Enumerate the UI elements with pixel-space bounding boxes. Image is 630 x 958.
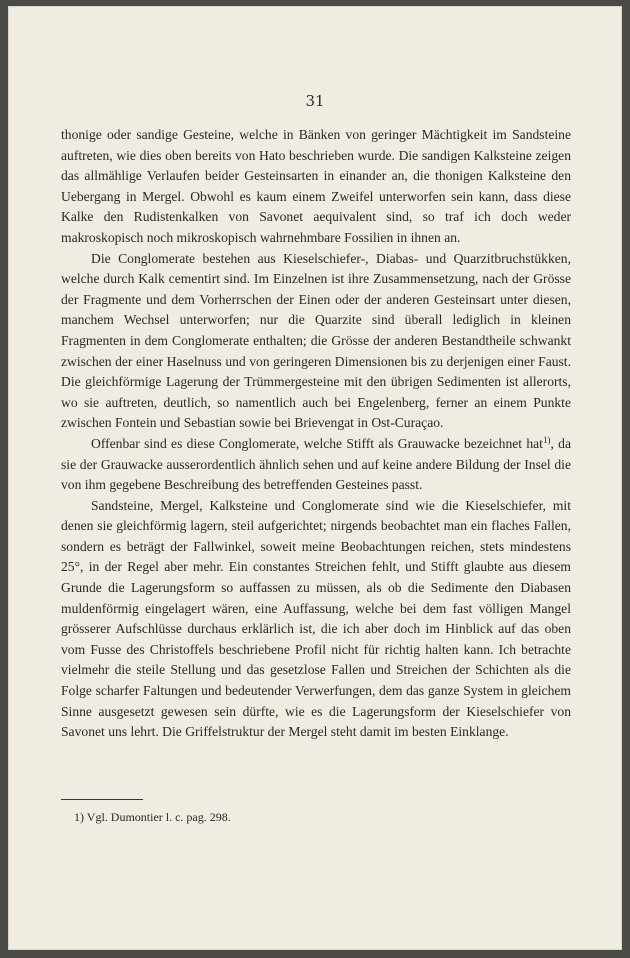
book-page (8, 6, 622, 950)
paragraph-3-text-a: Offenbar sind es diese Conglomerate, welche Stifft als Grauwacke bezeichnet hat (91, 435, 543, 451)
page-number: 31 (305, 92, 325, 110)
paragraph-1: thonige oder sandige Gesteine, welche in Bänken von geringer Mächtigkeit im Sandsteine auftreten, wie dies oben bereits von Hato beschrieben wurde. Die sandigen Kalksteine zeigen das allmählige Verlaufen beider Gesteinsarten in einander an, die thonigen Kalksteine den Uebergang in Mergel. Obwohl es kaum einem Zweifel unterworfen sein kann, dass diese Kalke den Rudistenkalken von Savonet aequivalent sind, so traf ich doch weder makroskopisch noch mikroskopisch wahrnehmbare Fossilien in ihnen an. (61, 127, 571, 245)
body-text (61, 125, 571, 743)
paragraph-3-text-b: , da sie der Grauwacke ausserordentlich ähnlich sehen und auf keine andere Bildung der Insel die von ihm gegebene Beschreibung des betreffenden Gesteines passt. (61, 435, 571, 493)
footnote: 1) Vgl. Dumontier l. c. pag. 298. (74, 810, 231, 824)
paragraph-2: Die Conglomerate bestehen aus Kieselschiefer-, Diabas- und Quarzitbruchstükken, welche durch Kalk cementirt sind. Im Einzelnen ist ihre Zusammensetzung, nach der Grösse der Fragmente und dem Vorherrschen der Einen oder der anderen Gesteinsart unter diesen, manchem Wechsel unterworfen; nur die Quarzite sind überall lediglich in kleinen Fragmenten in dem Conglomerate enthalten; die Grösse der anderen Bestandtheile schwankt zwischen der einer Haselnuss und von geringeren Dimensionen bis zu derjenigen einer Faust. Die gleichförmige Lagerung der Trümmergesteine mit den übrigen Sedimenten ist allerorts, wo sie auftreten, deutlich, so namentlich auch bei Engelenberg, ferner an einem Punkte zwischen Fontein und Sebastian sowie bei Brievengat in Ost-Curaçao. (61, 250, 571, 431)
footnote-marker: 1) (542, 434, 551, 445)
paragraph-3 (61, 434, 571, 496)
paragraph-4: Sandsteine, Mergel, Kalksteine und Conglomerate sind wie die Kieselschiefer, mit denen sie gleichförmig lagern, steil aufgerichtet; nirgends beobachtet man ein flaches Fallen, sondern es beträgt der Fallwinkel, soweit meine Beobachtungen reichen, stets mindestens 25°, in der Regel aber mehr. Ein constantes Streichen fehlt, und Stifft glaubte aus diesem Grunde die Lagerungsform so auffassen zu müssen, als ob die Sedimente den Diabasen muldenförmig eingelagert wären, eine Auffassung, welche bei dem fast völligen Mangel grösserer Aufschlüsse durchaus erklärlich ist, die ich aber doch im Hinblick auf das oben vom Fusse des Christoffels beschriebene Profil nicht für richtig halten kann. Ich betrachte vielmehr die steile Stellung und das gesetzlose Fallen und Streichen der Schichten als die Folge scharfer Faltungen und bedeutender Verwerfungen, dem das ganze System in gleichem Sinne ausgesetzt gewesen sein dürfte, wie es die Lagerungsform der Kieselschiefer von Savonet uns lehrt. Die Griffelstruktur der Mergel steht damit im besten Einklange. (61, 497, 571, 740)
footnote-divider (61, 799, 143, 800)
